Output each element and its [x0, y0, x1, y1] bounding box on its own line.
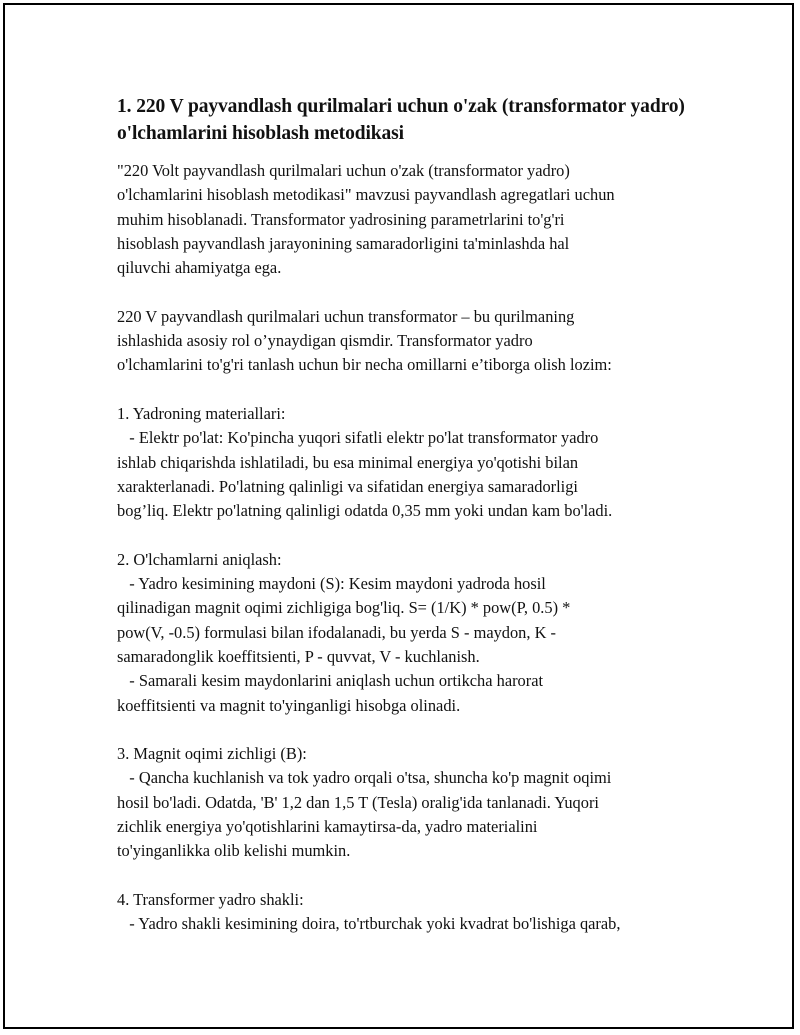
paragraph-gap	[117, 864, 697, 888]
paragraph-gap	[117, 280, 697, 304]
paragraph-gap	[117, 378, 697, 402]
section-core-materials: 1. Yadroning materiallari: - Elektr po'lat: Ko'pincha yuqori sifatli elektr po'lat transformator yadro ishlab chiqarishda ishlatiladi, bu esa minimal energiya yo'qotishi bilan xarakterlanadi. Po'latning qalinligi va sifatidan energiya samaradorligi bog’liq. Elektr po'latning qalinligi odatda 0,35 mm yoki undan kam bo'ladi.	[117, 403, 613, 521]
paragraph-gap	[117, 523, 697, 547]
section-core-shape: 4. Transformer yadro shakli: - Yadro shakli kesimining doira, to'rtburchak yoki kvadrat bo'lishiga qarab,	[117, 889, 621, 934]
document-title: 1. 220 V payvandlash qurilmalari uchun o'zak (transformator yadro) o'lchamlarini hisoblash metodikasi	[117, 96, 685, 144]
paragraph-gap	[117, 718, 697, 742]
document-body	[117, 93, 697, 937]
section-dimensions: 2. O'lchamlarni aniqlash: - Yadro kesimining maydoni (S): Kesim maydoni yadroda hosil qilinadigan magnit oqimi zichligiga bog'liq. S= (1/K) * pow(P, 0.5) * pow(V, -0.5) formulasi bilan ifodalanadi, bu yerda S - maydon, K - samaradonglik koeffitsienti, P - quvvat, V - kuchlanish. - Samarali kesim maydonlarini aniqlash uchun ortikcha harorat koeffitsienti va magnit to'yinganligi hisobga olinadi.	[117, 549, 571, 715]
paragraph-intro: "220 Volt payvandlash qurilmalari uchun o'zak (transformator yadro) o'lchamlarini hisoblash metodikasi" mavzusi payvandlash agregatlari uchun muhim hisoblanadi. Transformator yadrosining parametrlarini to'g'ri hisoblash payvandlash jarayonining samaradorligini ta'minlashda hal qiluvchi ahamiyatga ega.	[117, 161, 615, 278]
paragraph-transformer-role: 220 V payvandlash qurilmalari uchun transformator – bu qurilmaning ishlashida asosiy rol o’ynaydigan qismdir. Transformator yadro o'lchamlarini to'g'ri tanlash uchun bir necha omillarni e’tiborga olish lozim:	[117, 306, 612, 375]
section-magnetic-flux-density: 3. Magnit oqimi zichligi (B): - Qancha kuchlanish va tok yadro orqali o'tsa, shuncha ko'p magnit oqimi hosil bo'ladi. Odatda, 'B' 1,2 dan 1,5 T (Tesla) oralig'ida tanlanadi. Yuqori zichlik energiya yo'qotishlarini kamaytirsa-da, yadro materialini to'yinganlikka olib kelishi mumkin.	[117, 744, 612, 861]
